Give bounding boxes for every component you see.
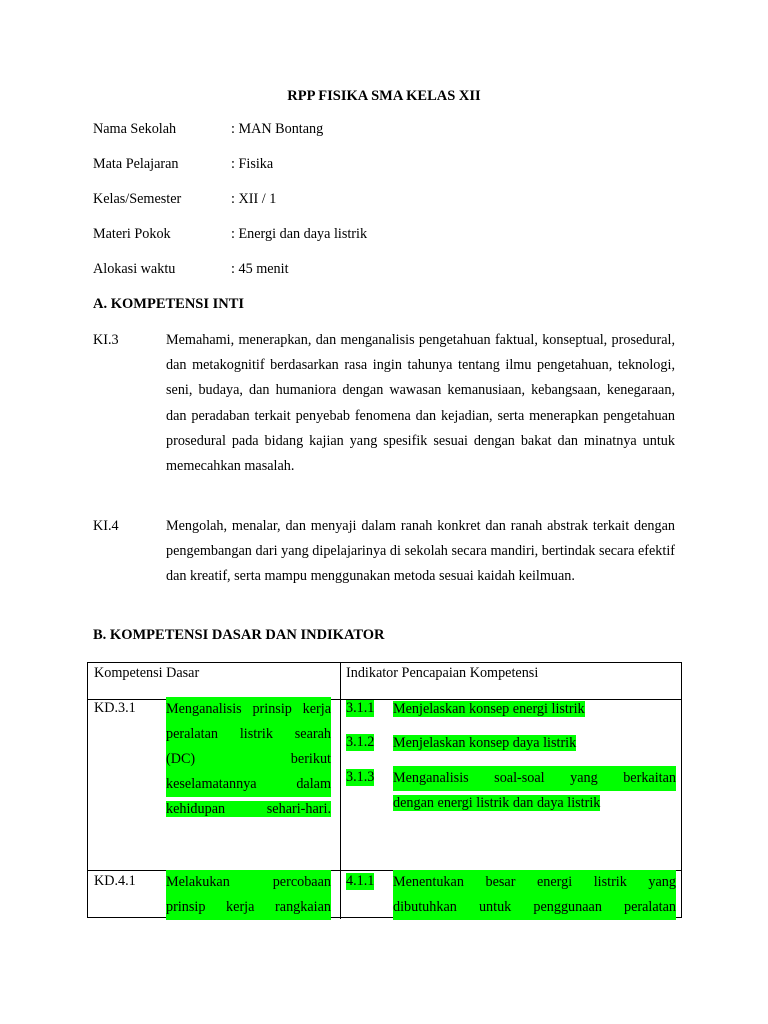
indicator-line: Menjelaskan konsep daya listrik xyxy=(393,735,577,751)
kd-line: Menganalisis prinsip kerja xyxy=(166,697,331,722)
ki-code: KI.3 xyxy=(93,332,119,348)
indicator-text xyxy=(393,870,676,920)
meta-label: Mata Pelajaran xyxy=(93,156,179,172)
ki-text: Memahami, menerapkan, dan menganalisis pengetahuan faktual, konseptual, prosedural, dan metakognitif berdasarkan rasa ingin tahunya tentang ilmu pengetahuan, teknologi, seni, budaya, dan humaniora dengan wawasan kemanusiaan, kebangsaan, kenegaraan, dan peradaban terkait penyebab fenomena dan kejadian, serta menerapkan pengetahuan prosedural pada bidang kajian yang spesifik sesuai dengan bakat dan minatnya untuk memecahkan masalah. xyxy=(166,332,675,475)
kd-line: (DC) berikut xyxy=(166,747,331,772)
meta-value: : Energi dan daya listrik xyxy=(231,226,368,242)
indicator-text xyxy=(393,697,676,722)
meta-row-school xyxy=(93,121,593,141)
competency-table xyxy=(87,662,682,918)
column-divider xyxy=(340,663,341,919)
kd-line: prinsip kerja rangkaian xyxy=(166,895,331,920)
kd-code: KD.3.1 xyxy=(94,700,136,716)
section-heading-b: B. KOMPETENSI DASAR DAN INDIKATOR xyxy=(93,627,385,643)
indicator-number: 4.1.1 xyxy=(346,873,375,889)
indicator-line: dengan energi listrik dan daya listrik xyxy=(393,795,601,811)
indicator-number: 3.1.1 xyxy=(346,700,375,716)
indicator-line: Menentukan besar energi listrik yang xyxy=(393,870,676,895)
ki-code: KI.4 xyxy=(93,518,119,534)
meta-row-topic xyxy=(93,226,593,246)
kd-description xyxy=(166,870,331,920)
indicator-number: 3.1.3 xyxy=(346,769,375,785)
indicator-text xyxy=(393,731,676,756)
kd-line: Melakukan percobaan xyxy=(166,870,331,895)
indicator-line: dibutuhkan untuk penggunaan peralatan xyxy=(393,895,676,920)
kd-code: KD.4.1 xyxy=(94,873,136,889)
meta-row-time xyxy=(93,261,593,281)
meta-value: : 45 menit xyxy=(231,261,289,277)
meta-label: Materi Pokok xyxy=(93,226,171,242)
ki-text: Mengolah, menalar, dan menyaji dalam ranah konkret dan ranah abstrak terkait dengan pengembangan dari yang dipelajarinya di sekolah secara mandiri, bertindak secara efektif dan kreatif, serta mampu menggunakan metoda sesuai kaidah keilmuan. xyxy=(166,518,675,585)
kd-line: kehidupan sehari-hari. xyxy=(166,801,331,817)
header-indicator: Indikator Pencapaian Kompetensi xyxy=(346,665,539,681)
header-kd: Kompetensi Dasar xyxy=(94,665,200,681)
indicator-number: 3.1.2 xyxy=(346,734,375,750)
meta-row-class xyxy=(93,191,593,211)
kd-description xyxy=(166,697,331,822)
kd-line: keselamatannya dalam xyxy=(166,772,331,797)
meta-value: : XII / 1 xyxy=(231,191,277,207)
kd-line: peralatan listrik searah xyxy=(166,722,331,747)
page-title: RPP FISIKA SMA KELAS XII xyxy=(287,88,481,104)
meta-value: : MAN Bontang xyxy=(231,121,324,137)
indicator-text xyxy=(393,766,676,816)
meta-label: Kelas/Semester xyxy=(93,191,182,207)
meta-value: : Fisika xyxy=(231,156,274,172)
meta-label: Alokasi waktu xyxy=(93,261,176,277)
meta-label: Nama Sekolah xyxy=(93,121,177,137)
indicator-line: Menganalisis soal-soal yang berkaitan xyxy=(393,766,676,791)
section-heading-a: A. KOMPETENSI INTI xyxy=(93,296,245,312)
indicator-line: Menjelaskan konsep energi listrik xyxy=(393,701,585,717)
meta-row-subject xyxy=(93,156,593,176)
